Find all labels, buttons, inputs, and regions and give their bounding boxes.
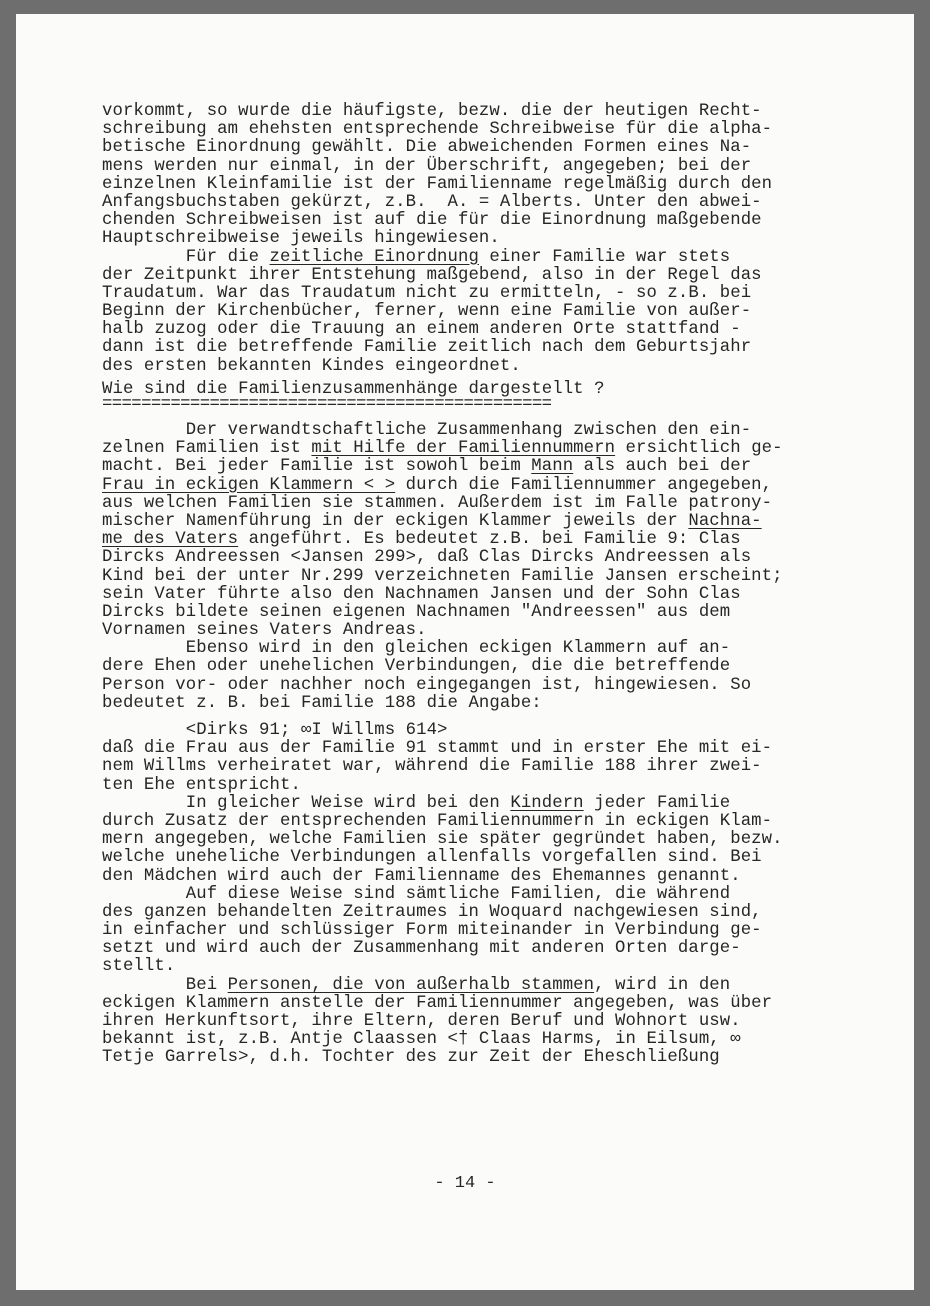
text-line: ten Ehe entspricht. xyxy=(102,775,301,795)
text-line: halb zuzog oder die Trauung an einem anderen Orte stattfand - xyxy=(102,320,741,340)
text-line: Dircks bildete seinen eigenen Nachnamen "Andreessen" aus dem xyxy=(102,602,731,622)
text-line: des ganzen behandelten Zeitraumes in Woquard nachgewiesen sind, xyxy=(102,902,762,922)
text-line: chenden Schreibweisen ist auf die für die Einordnung maßgebende xyxy=(102,211,762,231)
text-line: Für die zeitliche Einordnung einer Familie war stets xyxy=(102,247,731,267)
text-line: bekannt ist, z.B. Antje Claassen <† Claas Harms, in Eilsum, ∞ xyxy=(102,1030,741,1050)
document-page xyxy=(16,14,914,1290)
text-line: welche uneheliche Verbindungen allenfalls vorgefallen sind. Bei xyxy=(102,848,762,868)
text-line: einzelnen Kleinfamilie ist der Familienname regelmäßig durch den xyxy=(102,174,773,194)
text-line: mern angegeben, welche Familien sie später gegründet haben, bezw. xyxy=(102,830,783,850)
underlined-phrase: me des Vaters xyxy=(102,530,239,550)
text-line: dere Ehen oder unehelichen Verbindungen, die die betreffende xyxy=(102,657,731,677)
text-line: Tetje Garrels>, d.h. Tochter des zur Zeit der Eheschließung xyxy=(102,1048,720,1068)
underlined-phrase: Mann xyxy=(531,457,574,477)
example-line: <Dirks 91; ∞I Willms 614> xyxy=(102,721,448,740)
text-line: Kind bei der unter Nr.299 verzeichneten Familie Jansen erscheint; xyxy=(102,566,783,586)
text-line: Anfangsbuchstaben gekürzt, z.B. A. = Alberts. Unter den abwei- xyxy=(102,192,762,212)
text-line: In gleicher Weise wird bei den Kindern jeder Familie xyxy=(102,793,731,813)
text-line: Der verwandtschaftliche Zusammenhang zwischen den ein- xyxy=(102,421,752,440)
text-line: schreibung am ehehsten entsprechende Schreibweise für die alpha- xyxy=(102,120,773,140)
underlined-phrase: Kindern xyxy=(510,793,584,813)
underlined-phrase: zeitliche Einordnung xyxy=(269,247,479,267)
text-line: zelnen Familien ist mit Hilfe der Familiennummern ersichtlich ge- xyxy=(102,439,783,459)
text-line: Traudatum. War das Traudatum nicht zu ermitteln, - so z.B. bei xyxy=(102,283,752,303)
text-line: mens werden nur einmal, in der Überschrift, angegeben; bei der xyxy=(102,156,752,176)
page-number: - 14 - xyxy=(434,1174,496,1193)
underlined-phrase: mit Hilfe der Familiennummern xyxy=(311,439,616,459)
text-line: nem Willms verheiratet war, während die Familie 188 ihrer zwei- xyxy=(102,757,762,777)
text-line: ihren Herkunftsort, ihre Eltern, deren Beruf und Wohnort usw. xyxy=(102,1012,741,1031)
text-line: Hauptschreibweise jeweils hingewiesen. xyxy=(102,229,500,249)
text-line: betische Einordnung gewählt. Die abweichenden Formen eines Na- xyxy=(102,138,752,158)
text-line: Dircks Andreessen <Jansen 299>, daß Clas Dircks Andreessen als xyxy=(102,548,752,568)
heading-rule: ============================================== xyxy=(102,399,552,413)
text-line: Bei Personen, die von außerhalb stammen, wird in den xyxy=(102,975,731,995)
text-line: durch Zusatz der entsprechenden Familiennummern in eckigen Klam- xyxy=(102,811,773,831)
text-line: aus welchen Familien sie stammen. Außerdem ist im Falle patrony- xyxy=(102,493,773,513)
text-line: sein Vater führte also den Nachnamen Jansen und der Sohn Clas xyxy=(102,584,741,604)
text-line: eckigen Klammern anstelle der Familiennummer angegeben, was über xyxy=(102,993,773,1013)
text-line: daß die Frau aus der Familie 91 stammt und in erster Ehe mit ei- xyxy=(102,739,773,759)
text-line: den Mädchen wird auch der Familienname des Ehemannes genannt. xyxy=(102,866,741,886)
text-line: des ersten bekannten Kindes eingeordnet. xyxy=(102,356,521,376)
underlined-phrase: Frau in eckigen Klammern < > xyxy=(102,475,396,495)
text-line: bedeutet z. B. bei Familie 188 die Angabe: xyxy=(102,693,542,713)
text-line: dann ist die betreffende Familie zeitlich nach dem Geburtsjahr xyxy=(102,338,752,358)
text-line: Vornamen seines Vaters Andreas. xyxy=(102,621,427,641)
text-line: Auf diese Weise sind sämtliche Familien, die während xyxy=(102,884,731,904)
text-line: vorkommt, so wurde die häufigste, bezw. die der heutigen Recht- xyxy=(102,102,762,121)
text-line: Ebenso wird in den gleichen eckigen Klammern auf an- xyxy=(102,639,731,659)
text-line: Person vor- oder nachher noch eingegangen ist, hingewiesen. So xyxy=(102,675,752,695)
text-line: me des Vaters angeführt. Es bedeutet z.B. bei Familie 9: Clas xyxy=(102,530,741,550)
text-line: in einfacher und schlüssiger Form miteinander in Verbindung ge- xyxy=(102,921,762,941)
underlined-phrase: Personen, die von außerhalb stammen xyxy=(227,975,595,995)
text-line: macht. Bei jeder Familie ist sowohl beim Mann als auch bei der xyxy=(102,457,752,477)
text-line: Beginn der Kirchenbücher, ferner, wenn eine Familie von außer- xyxy=(102,302,752,322)
text-line: setzt und wird auch der Zusammenhang mit anderen Orten darge- xyxy=(102,939,741,959)
text-line: stellt. xyxy=(102,957,176,977)
text-line: mischer Namenführung in der eckigen Klammer jeweils der Nachna- xyxy=(102,511,762,531)
text-line: der Zeitpunkt ihrer Entstehung maßgebend, also in der Regel das xyxy=(102,265,762,285)
section-heading: Wie sind die Familienzusammenhänge dargestellt ? xyxy=(102,379,605,399)
document-body xyxy=(102,103,842,1068)
underlined-phrase: Nachna- xyxy=(688,511,762,531)
text-line: Frau in eckigen Klammern < > durch die Familiennummer angegeben, xyxy=(102,475,773,495)
